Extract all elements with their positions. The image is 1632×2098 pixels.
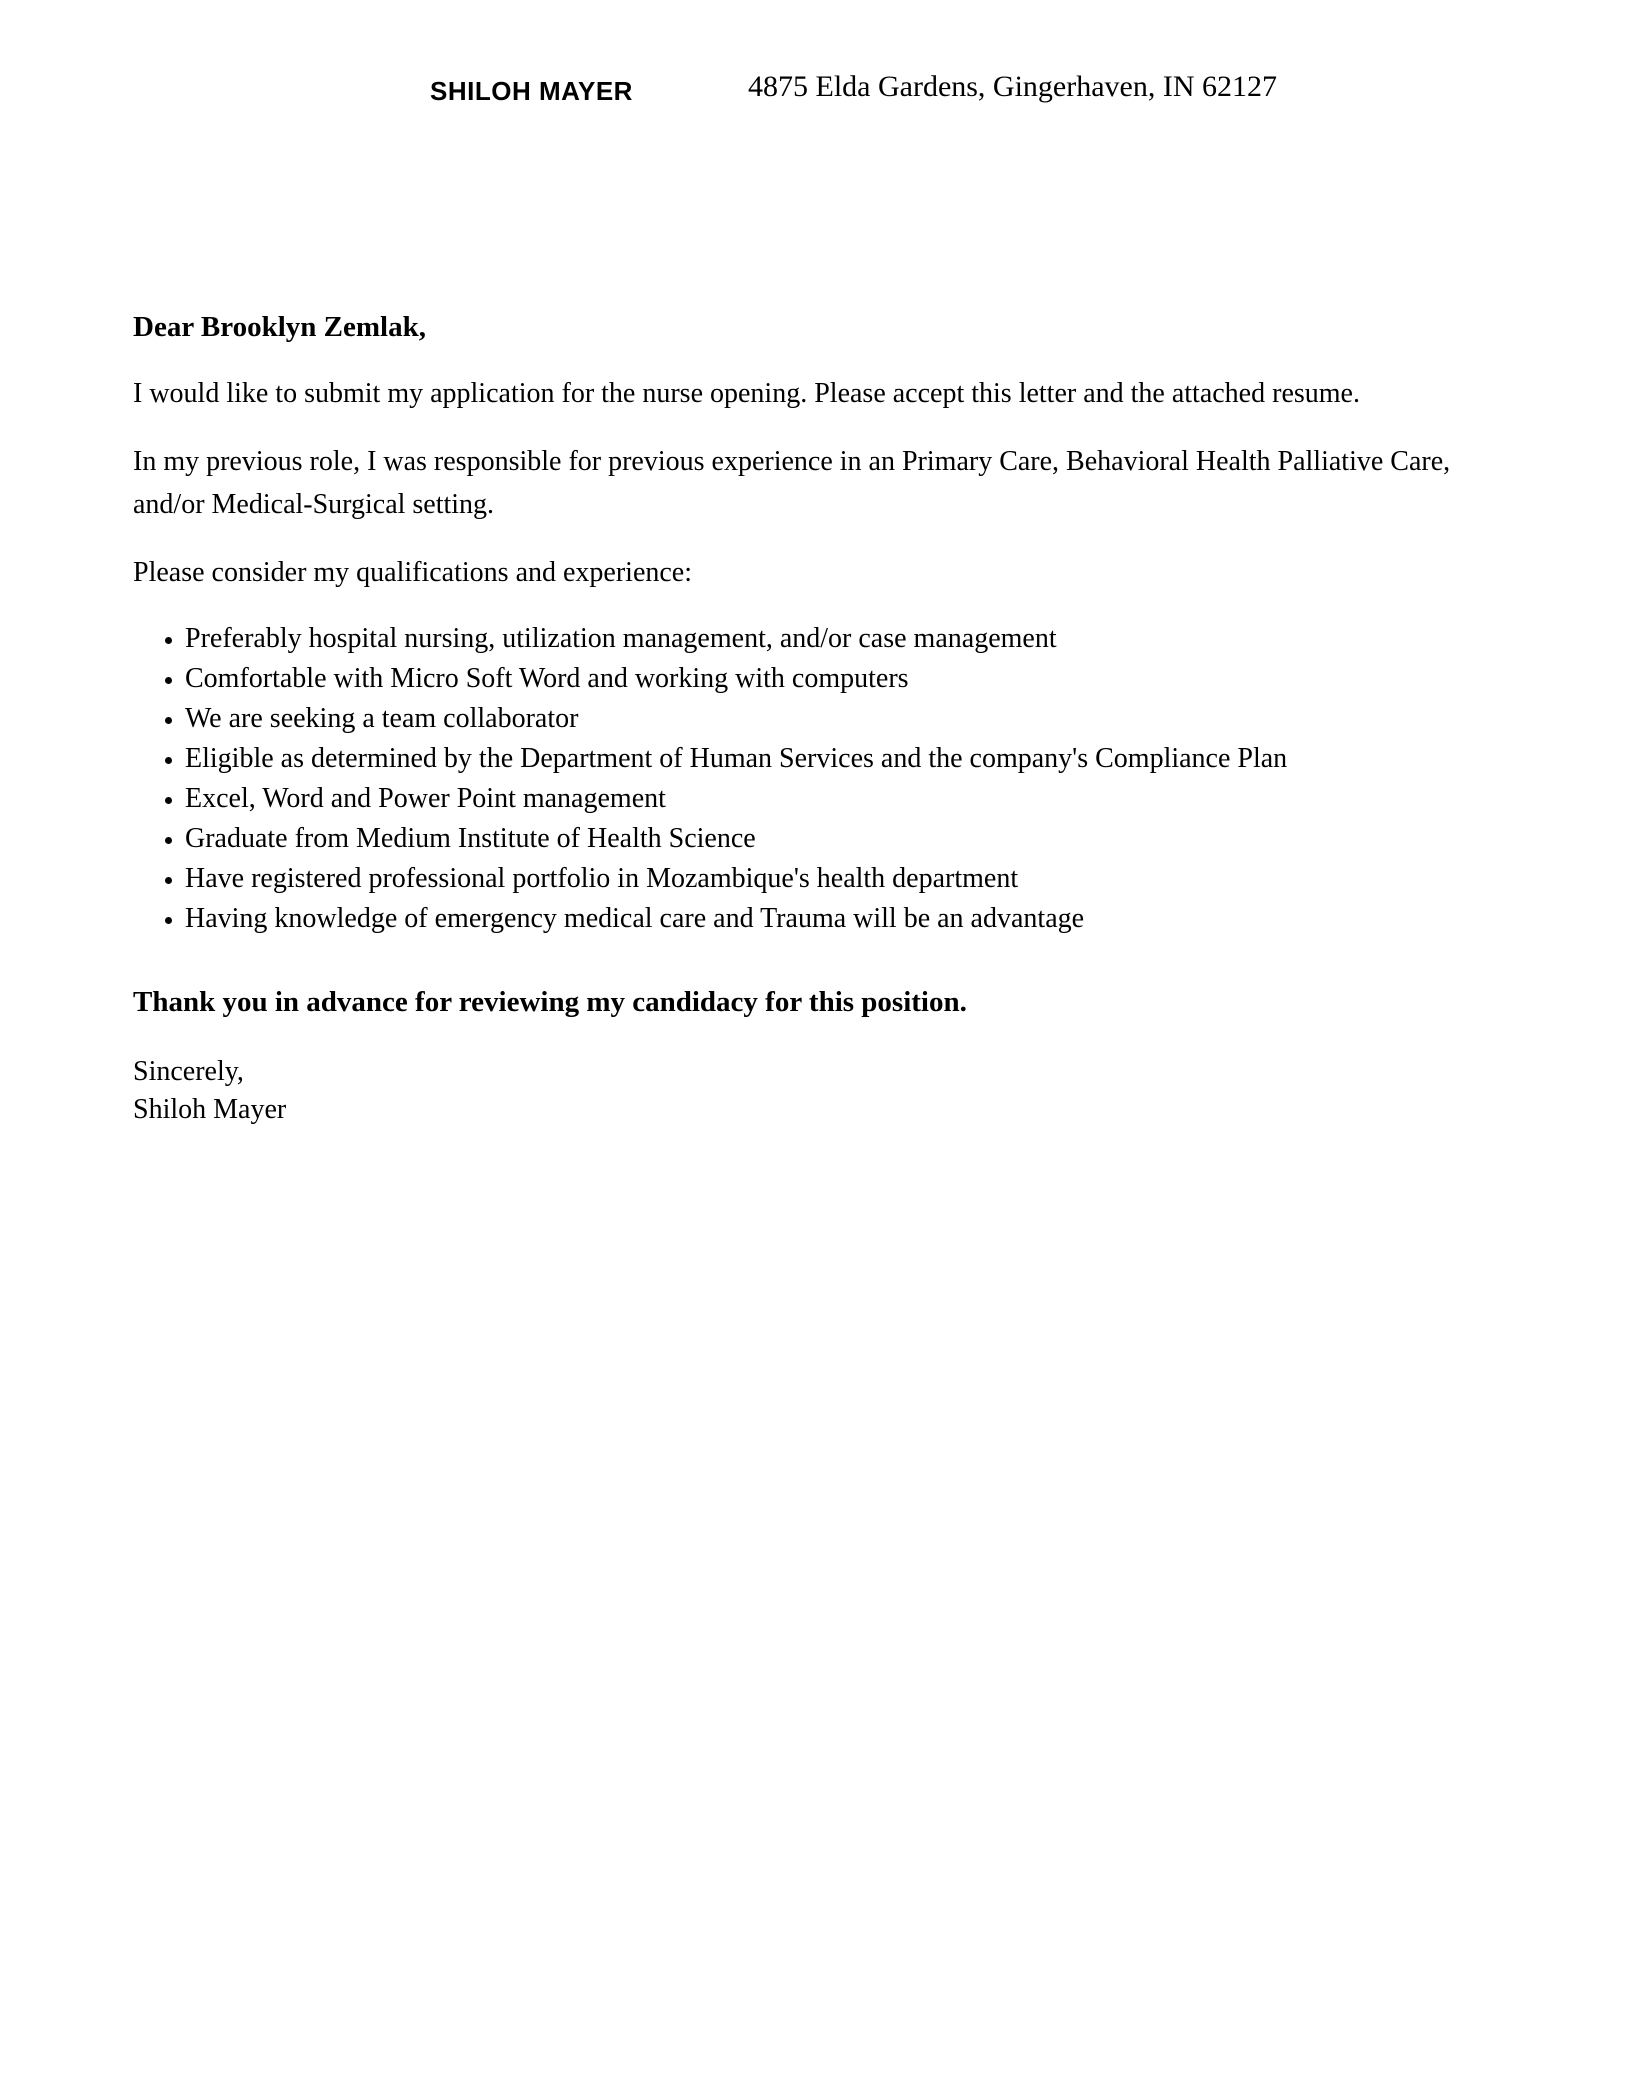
paragraph-application: I would like to submit my application for the nurse opening. Please accept this letter and the attached resume.	[133, 378, 1360, 409]
paragraph-previous-role: In my previous role, I was responsible for previous experience in an Primary Care, Behavioral Health Palliative Care, and/or Medical-Surgical setting.	[133, 446, 1451, 520]
list-item: • Eligible as determined by the Department of Human Services and the company's Compliance Plan	[185, 739, 1460, 779]
paragraph-qualifications-lead: Please consider my qualifications and experience:	[133, 557, 693, 588]
list-item: • Have registered professional portfolio in Mozambique's health department	[185, 859, 1460, 899]
sender-address: 4875 Elda Gardens, Gingerhaven, IN 62127	[748, 70, 1278, 103]
signature-name: Shiloh Mayer	[133, 1094, 287, 1125]
qualifications-list	[133, 619, 1460, 939]
list-item: • Excel, Word and Power Point management	[185, 779, 1460, 819]
letter-header	[0, 0, 1632, 120]
closing-statement: Thank you in advance for reviewing my candidacy for this position.	[133, 986, 967, 1018]
list-item: • Preferably hospital nursing, utilization management, and/or case management	[185, 619, 1460, 659]
greeting: Dear Brooklyn Zemlak,	[133, 311, 426, 343]
letter-body	[133, 306, 1460, 1129]
signoff: Sincerely,	[133, 1056, 244, 1087]
list-item: • Having knowledge of emergency medical care and Trauma will be an advantage	[185, 899, 1460, 939]
list-item: • We are seeking a team collaborator	[185, 699, 1460, 739]
list-item: • Graduate from Medium Institute of Health Science	[185, 819, 1460, 859]
sender-name: SHILOH MAYER	[430, 76, 633, 106]
list-item: • Comfortable with Micro Soft Word and working with computers	[185, 659, 1460, 699]
